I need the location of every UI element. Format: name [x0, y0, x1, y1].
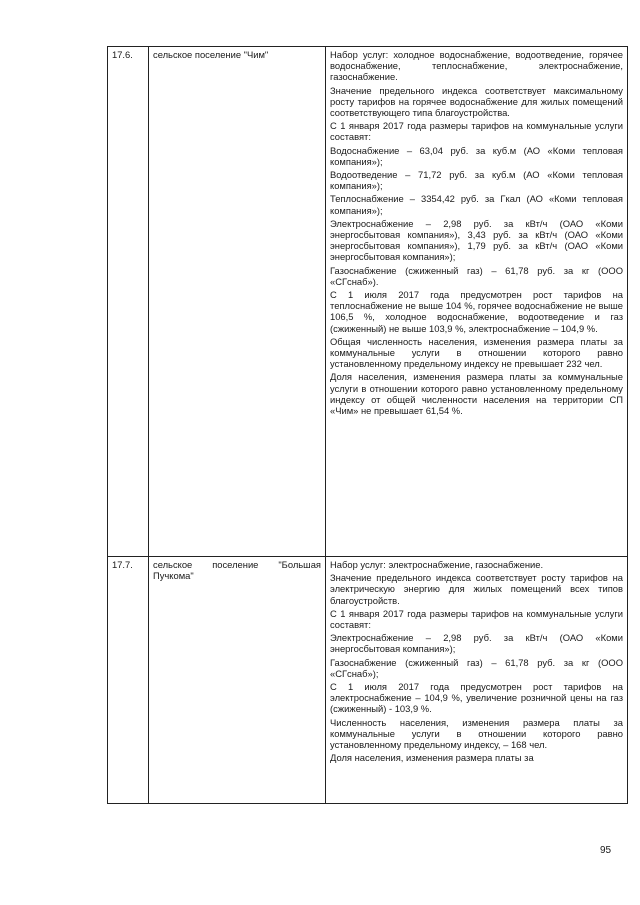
settlement-name: сельское поселение "Большая Пучкома"	[149, 557, 326, 804]
description-paragraph: С 1 января 2017 года размеры тарифов на коммунальные услуги составят:	[330, 607, 623, 631]
description-paragraph: Водоотведение – 71,72 руб. за куб.м (АО «Коми тепловая компания»);	[330, 169, 623, 192]
description-paragraph: Доля населения, изменения размера платы за	[330, 752, 534, 764]
description-paragraph: Набор услуг: холодное водоснабжение, водоотведение, горячее водоснабжение, теплоснабжение, электроснабжение, газоснабжение.	[330, 49, 623, 83]
row-number: 17.6.	[108, 47, 149, 557]
description-paragraph: С 1 июля 2017 года предусмотрен рост тарифов на теплоснабжение не выше 104 %, горячее водоснабжение не выше 106,5 %, холодное водоснабжение, водоотведение и газ (сжиженный) не выше 103,9 %, электроснабжение – 104,9 %.	[330, 289, 623, 334]
row-description	[326, 557, 628, 804]
description-paragraph: Доля населения, изменения размера платы за коммунальные услуги в отношении которого равно установленному предельному индексу от общей численности населения на территории СП «Чим» не превышает 61,54 %.	[330, 371, 623, 417]
table-row	[108, 47, 628, 557]
description-paragraph: Водоснабжение – 63,04 руб. за куб.м (АО «Коми тепловая компания»);	[330, 144, 623, 167]
page-number: 95	[600, 845, 612, 856]
description-paragraph: С 1 января 2017 года размеры тарифов на коммунальные услуги составят:	[330, 120, 623, 143]
description-paragraph: Теплоснабжение – 3354,42 руб. за Гкал (АО «Коми тепловая компания»);	[330, 193, 623, 216]
settlement-name: сельское поселение "Чим"	[149, 47, 326, 557]
description-paragraph: Численность населения, изменения размера платы за коммунальные услуги в отношении которого равно установленному предельному индексу, – 168 чел.	[330, 716, 623, 751]
description-paragraph: Электроснабжение – 2,98 руб. за кВт/ч (ОАО «Коми энергосбытовая компания»), 3,43 руб. за кВт/ч (ОАО «Коми энергосбытовая компания»), 1,79 руб. за кВт/ч (ОАО «Коми энергосбытовая компания»);	[330, 217, 623, 263]
description-paragraph: Общая численность населения, изменения размера платы за коммунальные услуги в отношении которого равно установленному предельному индексу не превышает 232 чел.	[330, 335, 623, 370]
description-paragraph: С 1 июля 2017 года предусмотрен рост тарифов на электроснабжение – 104,9 %, увеличение розничной цены на газ (сжиженный) - 103,9 %.	[330, 681, 623, 715]
description-paragraph: Газоснабжение (сжиженный газ) – 61,78 руб. за кг (ООО «СГснаб»);	[330, 656, 623, 679]
row-description	[326, 47, 628, 557]
table-row	[108, 557, 628, 804]
row-number: 17.7.	[108, 557, 149, 804]
description-paragraph: Значение предельного индекса соответствует максимальному росту тарифов на горячее водоснабжение для жилых помещений соответствующего типа благоустройства.	[330, 84, 623, 119]
description-paragraph: Набор услуг: электроснабжение, газоснабжение.	[330, 559, 544, 570]
description-paragraph: Газоснабжение (сжиженный газ) – 61,78 руб. за кг (ООО «СГснаб»).	[330, 264, 623, 287]
description-paragraph: Значение предельного индекса соответствует росту тарифов на электрическую энергию для жилых помещений всех типов благоустройств.	[330, 572, 623, 606]
description-paragraph: Электроснабжение – 2,98 руб. за кВт/ч (ОАО «Коми энергосбытовая компания»);	[330, 632, 623, 655]
tariff-table	[107, 46, 628, 804]
